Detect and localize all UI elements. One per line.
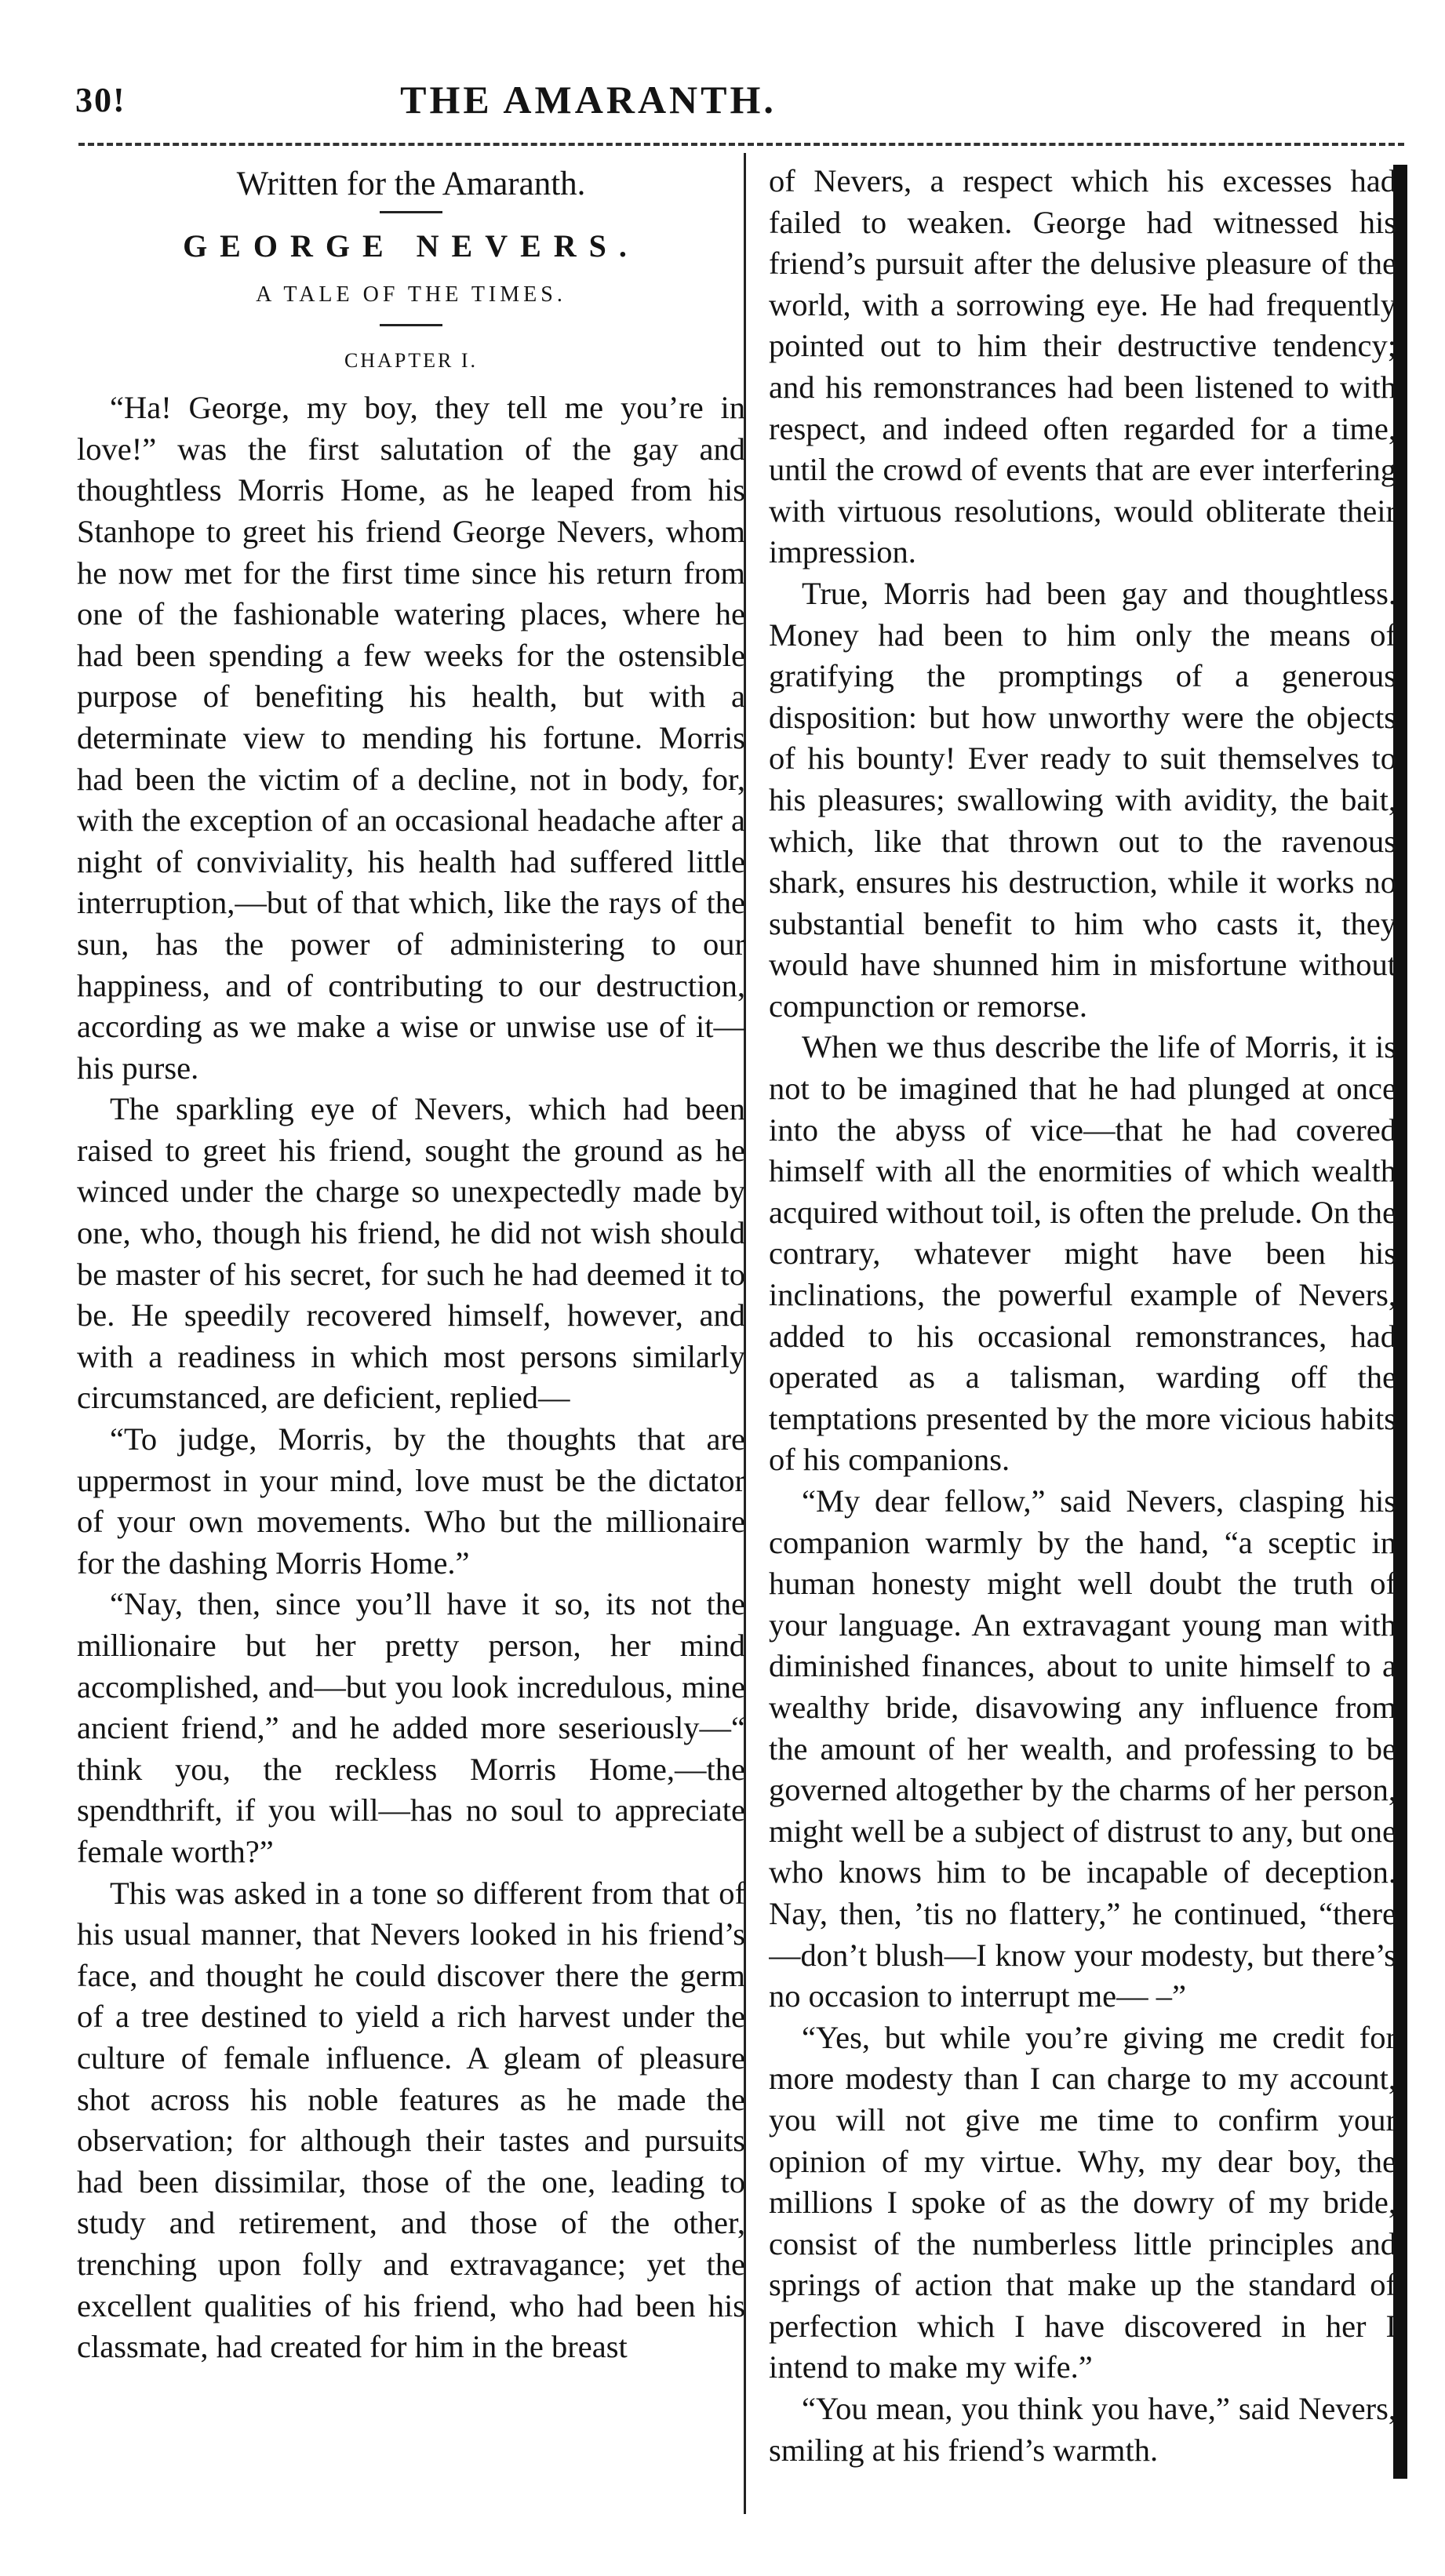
page-number: 30!	[75, 81, 126, 119]
right-column	[769, 161, 1396, 2514]
story-subtitle: A TALE OF THE TIMES.	[256, 282, 566, 307]
paragraph: “You mean, you think you have,” said Nevers, smiling at his friend’s warmth.	[769, 2391, 1396, 2468]
story-title: GEORGE NEVERS.	[183, 228, 639, 264]
paragraph: “My dear fellow,” said Nevers, clasping his companion warmly by the hand, “a sceptic in human honesty might well doubt the truth of your language. An extravagant young man with diminished finances, about to unite himself to a wealthy bride, disavowing any influence from the amount of her wealth, and professing to be governed altogether by the charms of her person, might well be a subject of distrust to any, but one who knows him to be incapable of deception. Nay, then, ’tis no flattery,” he continued, “there—don’t blush—I know your modesty, but there’s no occasion to interrupt me— –”	[769, 1483, 1396, 2014]
title-rule-bottom	[380, 324, 442, 326]
chapter-heading: CHAPTER I.	[344, 348, 479, 372]
paragraph: “Yes, but while you’re giving me credit for more modesty than I can charge to my account, you will not give me time to confirm your opinion of my virtue. Why, my dear boy, the millions I spoke of as the dowry of my bride, consist of the numberless little principles and springs of action that make up the standard of perfection which I have discovered in her I intend to make my wife.”	[769, 2019, 1396, 2385]
paragraph: This was asked in a tone so different from that of his usual manner, that Nevers looked in his friend’s face, and thought he could discover there the germ of a tree destined to yield a rich harvest under the culture of female influence. A gleam of pleasure shot across his noble features as he made the observation; for although their tastes and pursuits had been dissimilar, those of the one, leading to study and retirement, and those of the other, trenching upon folly and extravagance; yet the excellent qualities of his friend, who had been his classmate, had created for him in the breast	[77, 1875, 745, 2365]
left-column	[77, 161, 745, 2368]
paragraph: When we thus describe the life of Morris, it is not to be imagined that he had plunged at once into the abyss of vice—that he had covered himself with all the enormities of which wealth acquired without toil, is often the prelude. On the contrary, whatever might have been his inclinations, the powerful example of Nevers, added to his occasional remonstrances, had operated as a talisman, warding off the temptations presented by the more vicious habits of his companions.	[769, 1029, 1396, 1478]
running-title: THE AMARANTH.	[400, 78, 777, 122]
title-rule-top	[380, 211, 442, 213]
header-dashed-rule	[78, 143, 1404, 146]
byline: Written for the Amaranth.	[236, 166, 586, 202]
paragraph: “Nay, then, since you’ll have it so, its not the millionaire but her pretty person, her mind accomplished, and—but you look incredulous, mine ancient friend,” and he added more seseriously—“ think you, the reckless Morris Home,—the spendthrift, if you will—has no soul to appreciate female worth?”	[77, 1586, 745, 1869]
paragraph: The sparkling eye of Nevers, which had been raised to greet his friend, sought the ground as he winced under the charge so unexpectedly made by one, who, though his friend, he did not wish should be master of his secret, for such he had deemed it to be. He speedily recovered himself, however, and with a readiness in which most persons similarly circumstanced, are deficient, replied—	[77, 1091, 745, 1416]
paragraph: True, Morris had been gay and thoughtless. Money had been to him only the means of gratifying the promptings of a generous disposition: but how unworthy were the objects of his bounty! Ever ready to suit themselves to his pleasures; swallowing with avidity, the bait, which, like that thrown out to the ravenous shark, ensures his destruction, while it works no substantial benefit to him who casts it, they would have shunned him in misfortune without compunction or remorse.	[769, 575, 1396, 1024]
paragraph: “Ha! George, my boy, they tell me you’re in love!” was the first salutation of the gay and thoughtless Morris Home, as he leaped from his Stanhope to greet his friend George Nevers, whom he now met for the first time since his return from one of the fashionable watering places, where he had been spending a few weeks for the ostensible purpose of benefiting his health, but with a determinate view to mending his fortune. Morris had been the victim of a decline, not in body, for, with the exception of an occasional headache after a night of conviviality, his health had suffered little interruption,—but of that which, like the rays of the sun, has the power of administering to our happiness, and of contributing to our destruction, according as we make a wise or unwise use of it—his purse.	[77, 390, 745, 1086]
paragraph: “To judge, Morris, by the thoughts that are uppermost in your mind, love must be the dictator of your own movements. Who but the millionaire for the dashing Morris Home.”	[77, 1421, 745, 1581]
paragraph: of Nevers, a respect which his excesses had failed to weaken. George had witnessed his friend’s pursuit after the delusive pleasure of the world, with a sorrowing eye. He had frequently pointed out to him their destructive tendency; and his remonstrances had been listened to with respect, and indeed often regarded for a time, until the crowd of events that are ever interfering with virtuous resolutions, would obliterate their impression.	[769, 163, 1396, 570]
